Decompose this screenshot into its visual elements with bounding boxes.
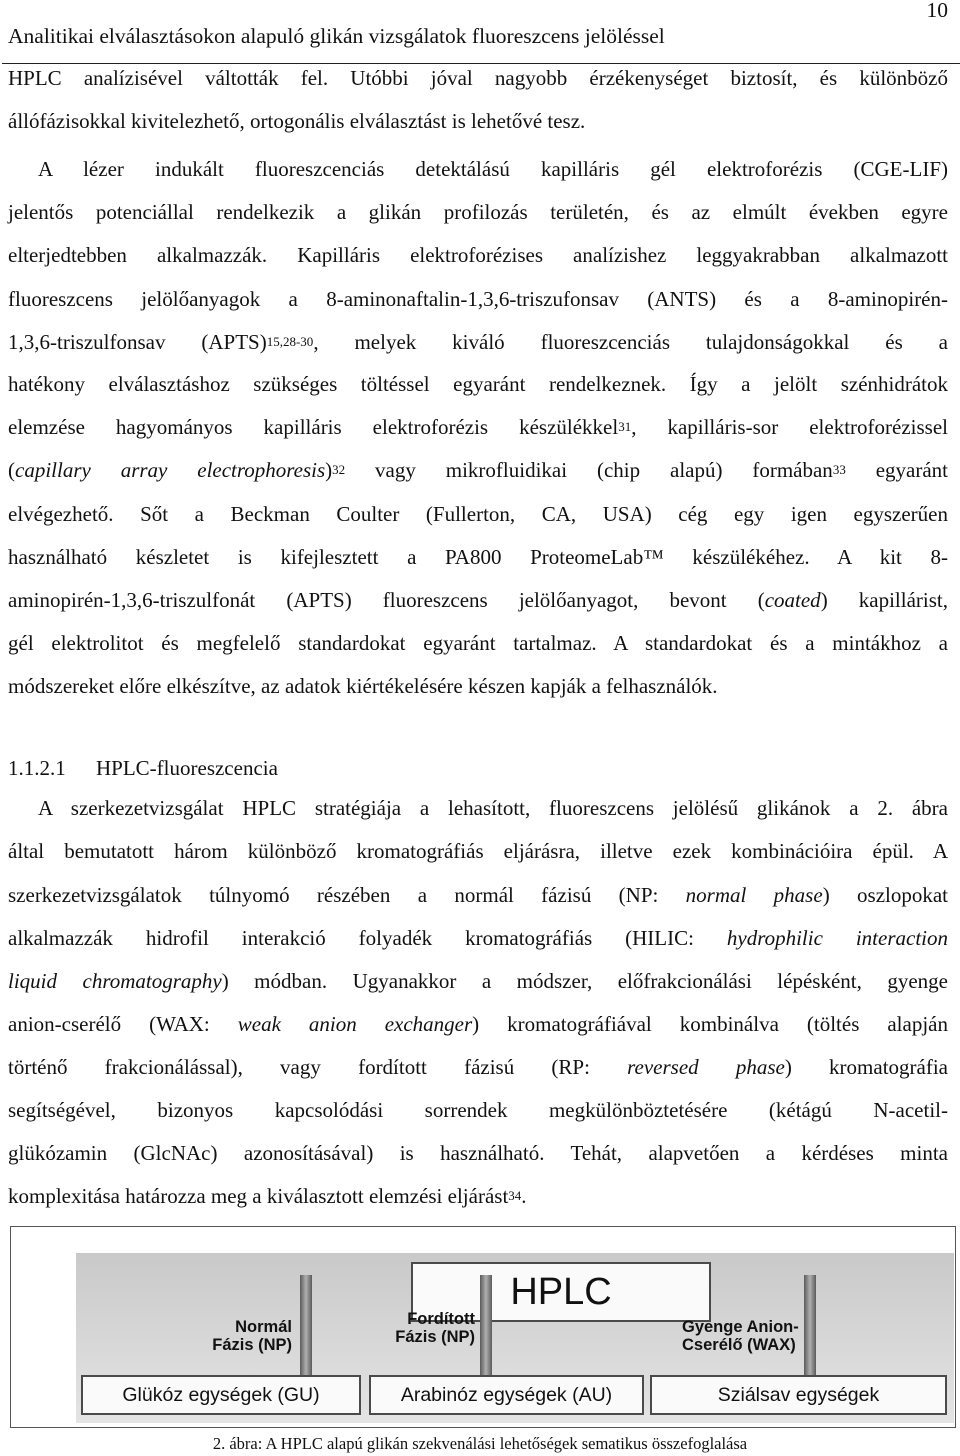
italic-term: normal phase bbox=[685, 883, 823, 907]
text-run: vagy mikrofluidikai (chip alapú) formában bbox=[345, 458, 833, 482]
text-line bbox=[8, 412, 948, 442]
section-title: HPLC-fluoreszcencia bbox=[96, 756, 278, 780]
text-line: állófázisokkal kivitelezhető, ortogonális elválasztást is lehetővé tesz. bbox=[8, 109, 586, 133]
text-run: . bbox=[521, 1184, 527, 1208]
text-run: ) kromatográfiával kombinálva (töltés alapján bbox=[472, 1012, 948, 1036]
text-run: ) módban. Ugyanakkor a módszer, előfrakcionálási lépésként, gyenge bbox=[221, 969, 948, 993]
italic-term: reversed phase bbox=[627, 1055, 785, 1079]
arrow-label-line: Fázis (NP) bbox=[212, 1336, 292, 1354]
unit-box-sialic-acid: Sziálsav egységek bbox=[650, 1375, 947, 1415]
italic-term: capillary array electrophoresis bbox=[15, 458, 326, 482]
text-line bbox=[8, 455, 948, 485]
italic-term: coated bbox=[764, 588, 821, 612]
text-line: által bemutatott három különböző kromatográfiás eljárásra, illetve ezek kombinációira épül. A bbox=[8, 839, 948, 863]
arrow-label-line: Gyenge Anion- bbox=[682, 1318, 799, 1336]
text-line: glükózamin (GlcNAc) azonosításával) is használható. Tehát, alapvetően a kérdéses minta bbox=[8, 1141, 948, 1165]
text-line: módszereket előre elkészítve, az adatok kiértékelésére készen kapják a felhasználók. bbox=[8, 674, 718, 698]
text-line: A lézer indukált fluoreszcenciás detektálású kapilláris gél elektroforézis (CGE-LIF) bbox=[38, 157, 948, 181]
figure-hplc-diagram bbox=[10, 1226, 956, 1428]
figure-caption: 2. ábra: A HPLC alapú glikán szekvenálási lehetőségek sematikus összefoglalása bbox=[212, 1434, 748, 1453]
section-number: 1.1.2.1 bbox=[8, 756, 66, 780]
citation-superscript: 33 bbox=[832, 462, 846, 477]
citation-superscript: 15,28-30 bbox=[266, 334, 314, 349]
text-line bbox=[8, 880, 948, 910]
section-heading bbox=[8, 753, 278, 783]
arrow-label-line: Normál bbox=[235, 1318, 292, 1336]
running-header-title: Analitikai elválasztásokon alapuló glikán vizsgálatok fluoreszcens jelöléssel bbox=[8, 24, 665, 48]
citation-superscript: 34 bbox=[508, 1188, 522, 1203]
arrow-label-reversed-phase bbox=[383, 1310, 475, 1346]
text-run: elemzése hagyományos kapilláris elektroforézis készülékkel bbox=[8, 415, 619, 439]
arrow-label-line: Cserélő (WAX) bbox=[682, 1336, 796, 1354]
text-line bbox=[8, 1181, 527, 1211]
arrow-label-weak-anion-exchange bbox=[682, 1318, 799, 1354]
italic-term: weak anion exchanger bbox=[237, 1012, 473, 1036]
text-line: használható készletet is kifejlesztett a PA800 ProteomeLab™ készülékéhez. A kit 8- bbox=[8, 545, 948, 569]
hplc-box: HPLC bbox=[411, 1262, 711, 1322]
arrow-label-line: Fázis (NP) bbox=[395, 1328, 475, 1346]
text-line: segítségével, bizonyos kapcsolódási sorrendek megkülönböztetésére (kétágú N-acetil- bbox=[8, 1098, 948, 1122]
text-run: komplexitása határozza meg a kiválasztott elemzési eljárást bbox=[8, 1184, 509, 1208]
text-run: ( bbox=[8, 458, 15, 482]
text-run: történő frakcionálással), vagy fordított fázisú (RP: bbox=[8, 1055, 628, 1079]
arrow-down-icon bbox=[480, 1275, 492, 1383]
text-run: ) kapillárist, bbox=[820, 588, 948, 612]
arrow-label-line: Fordított bbox=[407, 1310, 475, 1328]
arrow-label-normal-phase bbox=[204, 1318, 292, 1354]
text-run: szerkezetvizsgálatok túlnyomó részében a normál fázisú (NP: bbox=[8, 883, 686, 907]
arrow-down-icon bbox=[300, 1275, 312, 1383]
text-line bbox=[8, 923, 948, 953]
text-line bbox=[8, 966, 948, 996]
text-run: ) kromatográfia bbox=[784, 1055, 948, 1079]
citation-superscript: 32 bbox=[332, 462, 346, 477]
text-line: gél elektrolitot és megfelelő standardokat egyaránt tartalmaz. A standardokat és a mintákhoz a bbox=[8, 631, 948, 655]
unit-box-glucose: Glükóz egységek (GU) bbox=[81, 1375, 361, 1415]
text-run: , melyek kiváló fluoreszcenciás tulajdonságokkal és a bbox=[313, 330, 948, 354]
text-run: ) bbox=[325, 458, 333, 482]
diagram-panel bbox=[76, 1253, 954, 1423]
text-run: egyaránt bbox=[845, 458, 948, 482]
text-line: jelentős potenciállal rendelkezik a glikán profilozás területén, és az elmúlt években egyre bbox=[8, 200, 948, 224]
text-line bbox=[8, 327, 948, 357]
arrow-down-icon bbox=[804, 1275, 816, 1383]
text-line: HPLC analízisével váltották fel. Utóbbi jóval nagyobb érzékenységet biztosít, és különböző bbox=[8, 66, 948, 90]
italic-term: liquid chromatography bbox=[8, 969, 222, 993]
text-line bbox=[8, 1009, 948, 1039]
text-run: , kapilláris-sor elektroforézissel bbox=[631, 415, 948, 439]
text-run: alkalmazzák hidrofil interakció folyadék kromatográfiás (HILIC: bbox=[8, 926, 727, 950]
text-line: elterjedtebben alkalmazzák. Kapilláris elektroforézises analízishez leggyakrabban alkalmazott bbox=[8, 243, 948, 267]
text-run: 1,3,6-triszulfonsav (APTS) bbox=[8, 330, 267, 354]
text-line: A szerkezetvizsgálat HPLC stratégiája a lehasított, fluoreszcens jelölésű glikánok a 2. ábra bbox=[38, 796, 948, 820]
text-line: elvégezhető. Sőt a Beckman Coulter (Fullerton, CA, USA) cég egy igen egyszerűen bbox=[8, 502, 948, 526]
text-line: hatékony elválasztáshoz szükséges töltéssel egyaránt rendelkeznek. Így a jelölt szénhidrátok bbox=[8, 372, 948, 396]
italic-term: hydrophilic interaction bbox=[726, 926, 948, 950]
text-run: anion-cserélő (WAX: bbox=[8, 1012, 238, 1036]
text-run: aminopirén-1,3,6-triszulfonát (APTS) fluoreszcens jelölőanyagot, bevont ( bbox=[8, 588, 765, 612]
text-line bbox=[8, 1052, 948, 1082]
page-number: 10 bbox=[926, 0, 948, 22]
text-run: ) oszlopokat bbox=[822, 883, 949, 907]
text-line: fluoreszcens jelölőanyagok a 8-aminonaftalin-1,3,6-triszufonsav (ANTS) és a 8-aminopirén- bbox=[8, 287, 948, 311]
unit-box-arabinose: Arabinóz egységek (AU) bbox=[369, 1375, 644, 1415]
citation-superscript: 31 bbox=[618, 419, 632, 434]
text-line bbox=[8, 585, 948, 615]
